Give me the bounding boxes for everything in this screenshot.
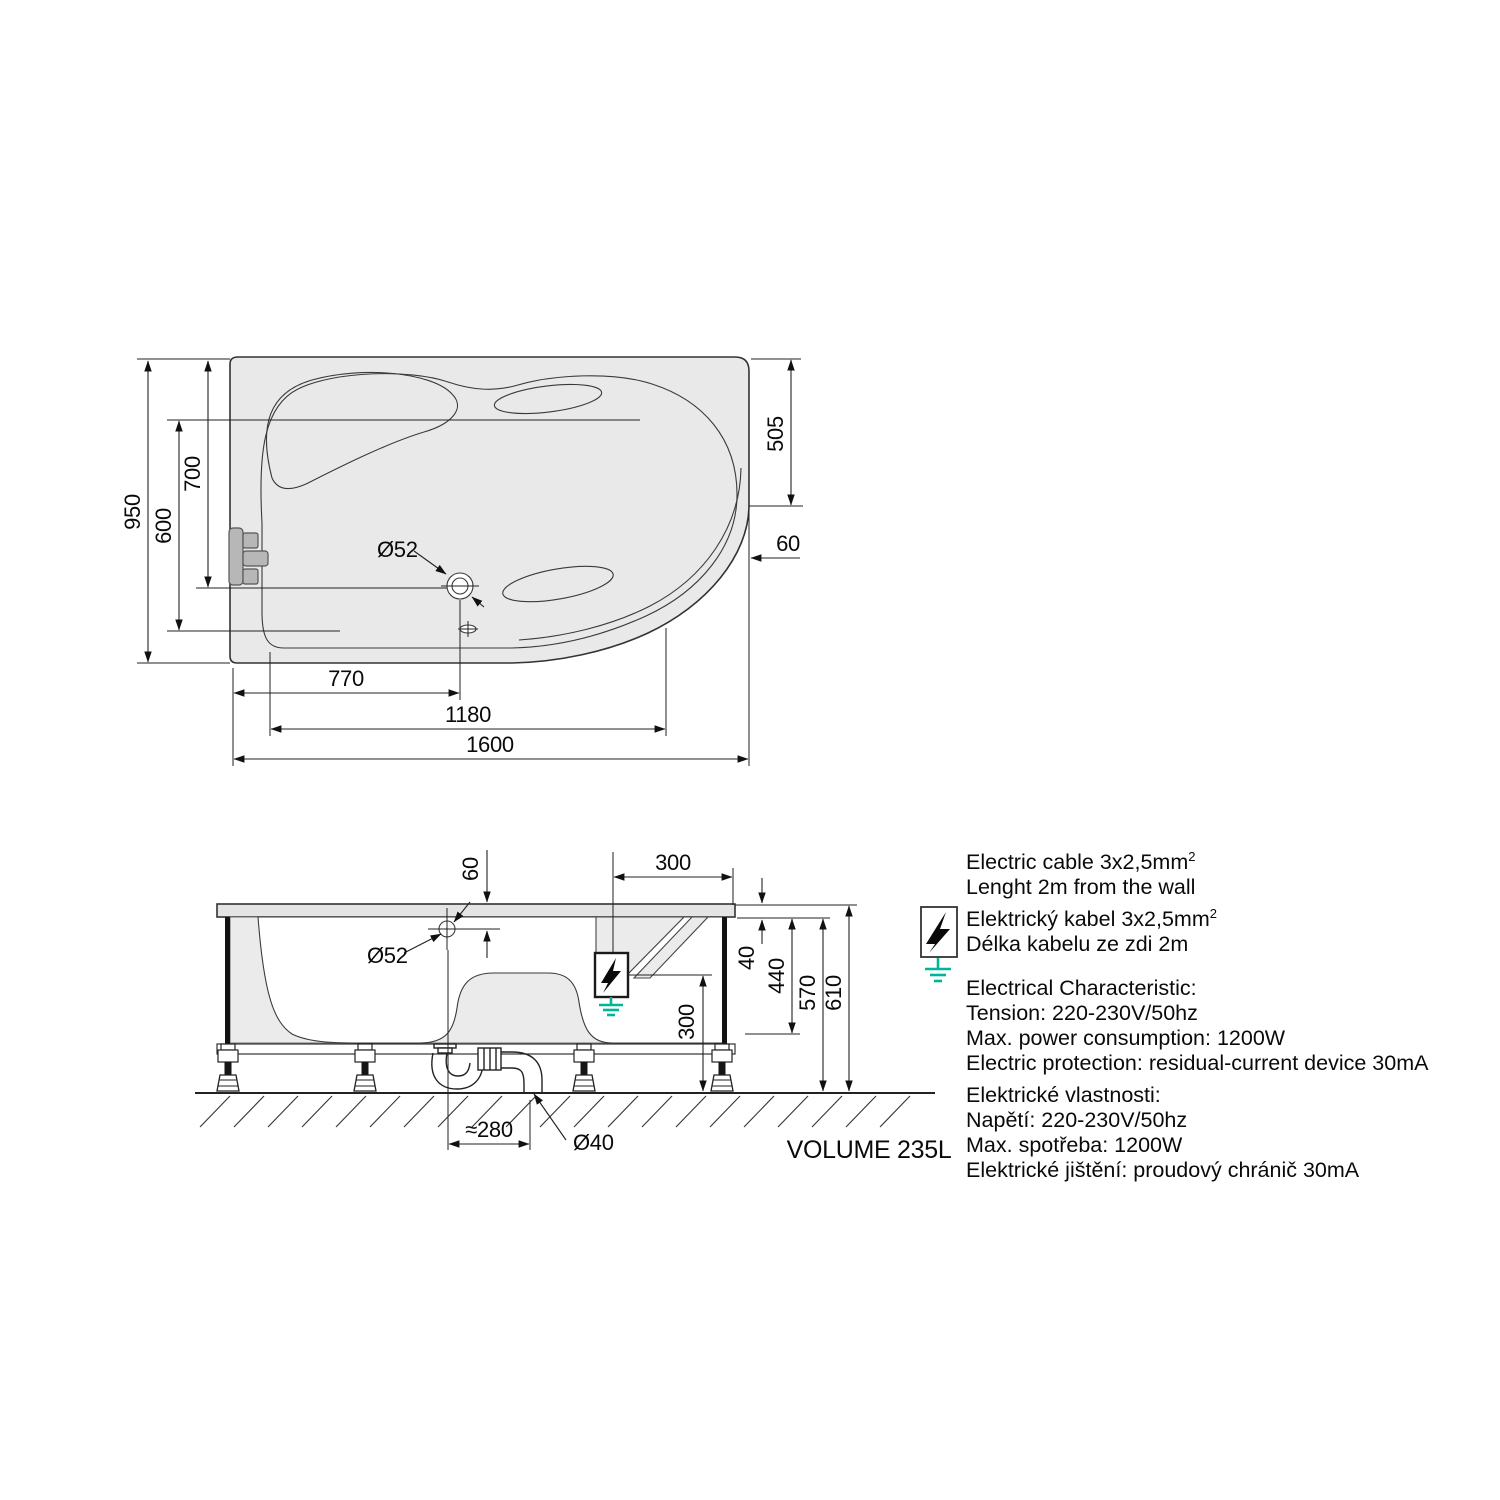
- dim-610: [821, 906, 849, 1091]
- dim-950-label: 950: [120, 494, 145, 530]
- plan-tub-outline: [230, 357, 749, 663]
- dim-300-top-label: 300: [655, 850, 691, 875]
- dim-600-label: 600: [151, 508, 176, 544]
- note-elec-en-tension: Tension: 220-230V/50hz: [966, 1001, 1198, 1025]
- ground-hatching: [200, 1096, 910, 1127]
- elevation-view: [195, 850, 952, 1164]
- callout-drain-elev-label: Ø52: [367, 943, 408, 968]
- plan-view: [120, 357, 803, 766]
- dim-1180-label: 1180: [444, 702, 492, 727]
- note-elec-cz-protection: Elektrické jištění: proudový chránič 30mA: [966, 1158, 1360, 1182]
- dim-505-label: 505: [763, 416, 788, 452]
- note-elec-en-title: Electrical Characteristic:: [966, 976, 1197, 1000]
- dim-60-elev-label: 60: [458, 857, 483, 881]
- dim-700: [180, 361, 208, 587]
- dim-770-label: 770: [328, 666, 364, 691]
- dim-60-plan: [751, 531, 800, 558]
- dim-1180: [271, 702, 665, 729]
- callout-drain-plan-label: Ø52: [377, 537, 418, 562]
- leg-2: [354, 1044, 376, 1091]
- note-elec-cz-title: Elektrické vlastnosti:: [966, 1083, 1161, 1107]
- callout-outlet: [534, 1094, 614, 1155]
- dim-300-floor-label: 300: [674, 1004, 699, 1040]
- elev-frame-rail: [217, 1044, 735, 1054]
- elev-right-panel: [722, 917, 727, 1050]
- note-elec-cz-tension: Napětí: 220-230V/50hz: [966, 1108, 1188, 1132]
- dim-505: [763, 360, 791, 505]
- earth-ground-icon: [925, 958, 951, 981]
- note-sup-cz: 2: [1209, 905, 1217, 921]
- dim-40: [734, 878, 762, 970]
- dim-440: [764, 919, 792, 1033]
- note-cable-cz-2: Délka kabelu ze zdi 2m: [966, 932, 1189, 956]
- dim-60-plan-label: 60: [776, 531, 800, 556]
- elev-left-panel: [225, 917, 230, 1050]
- volume-label: VOLUME 235L: [786, 1136, 952, 1164]
- dim-1600-label: 1600: [466, 732, 514, 757]
- dim-950: [120, 361, 148, 662]
- dim-770: [234, 666, 459, 693]
- dim-1600: [234, 732, 748, 759]
- dim-40-label: 40: [734, 946, 759, 970]
- dim-700-label: 700: [180, 456, 205, 492]
- dim-280-label: ≈280: [465, 1117, 513, 1142]
- dim-600: [151, 421, 179, 630]
- dim-440-label: 440: [764, 958, 789, 994]
- note-cable-cz-1: Elektrický kabel $3x2,5mm^2$: [966, 905, 1217, 931]
- leg-3: [573, 1044, 595, 1091]
- note-sup: 2: [1188, 848, 1196, 864]
- leg-1: [217, 1044, 239, 1091]
- elev-rim-slab: [217, 904, 735, 917]
- legend-electric-icon: [921, 907, 957, 981]
- leg-4: [711, 1044, 733, 1091]
- dim-570: [795, 919, 823, 1091]
- note-elec-en-power: Max. power consumption: 1200W: [966, 1026, 1286, 1050]
- note-cable-en-1: Electric cable $3x2,5mm^2$: [966, 848, 1196, 874]
- electrical-notes: [966, 850, 1500, 1183]
- dim-610-label: 610: [821, 975, 846, 1011]
- dim-300-top: [614, 850, 733, 905]
- note-elec-en-protection: Electric protection: residual-current device 30mA: [966, 1051, 1429, 1075]
- callout-outlet-label: Ø40: [573, 1130, 614, 1155]
- note-cable-en-2: Lenght 2m from the wall: [966, 875, 1196, 899]
- note-elec-cz-power: Max. spotřeba: 1200W: [966, 1133, 1183, 1157]
- dim-570-label: 570: [795, 975, 820, 1011]
